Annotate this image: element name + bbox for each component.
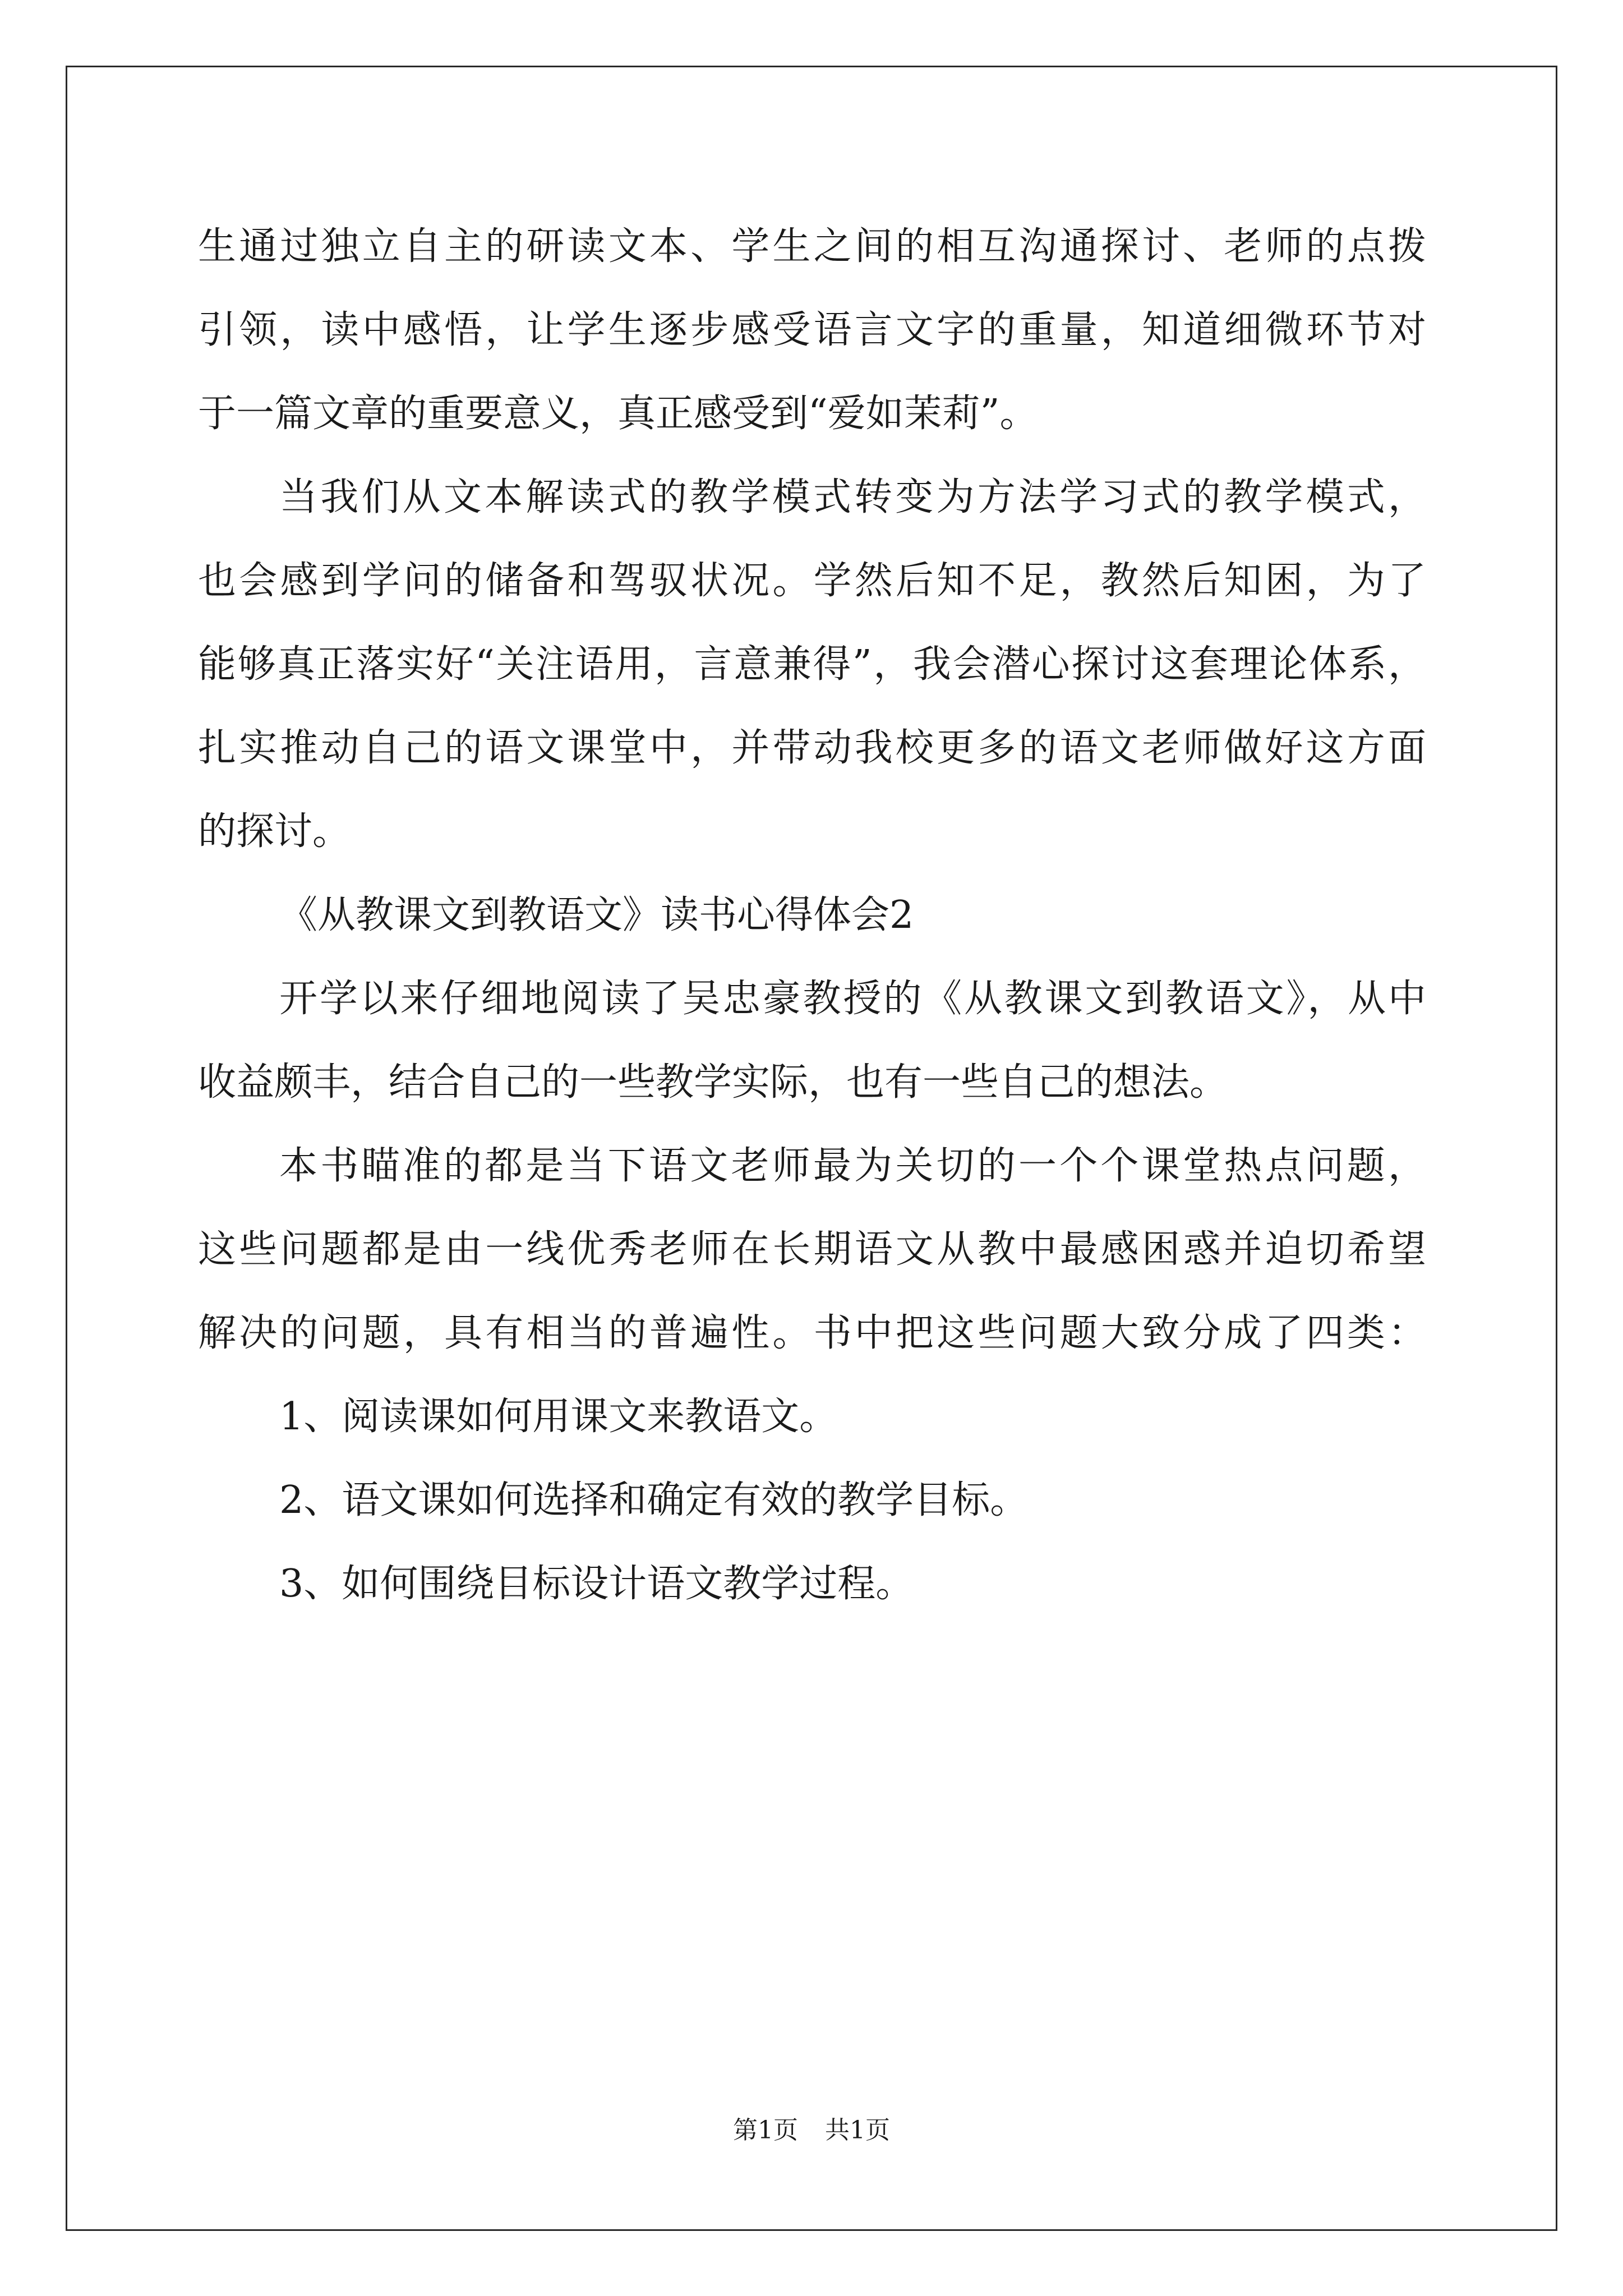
list-item: 3、如何围绕目标设计语文教学过程。 (279, 1562, 914, 1606)
text-line: 解决的问题，具有相当的普遍性。书中把这些问题大致分成了四类： (198, 1311, 1426, 1355)
text-line: 引领，读中感悟，让学生逐步感受语言文字的重量，知道细微环节对 (198, 308, 1426, 352)
page-number: 第1页 (733, 2116, 798, 2145)
text-line: 也会感到学问的储备和驾驭状况。学然后知不足，教然后知困，为了 (198, 559, 1426, 603)
text-line: 生通过独立自主的研读文本、学生之间的相互沟通探讨、老师的点拨 (198, 224, 1426, 269)
section-heading: 《从教课文到教语文》读书心得体会2 (279, 893, 914, 937)
page-total: 共1页 (825, 2116, 890, 2145)
text-line: 的探讨。 (198, 809, 351, 854)
page-footer (0, 2114, 1623, 2147)
text-line: 这些问题都是由一线优秀老师在长期语文从教中最感困惑并迫切希望 (198, 1227, 1426, 1272)
text-line: 于一篇文章的重要意义，真正感受到“爱如茉莉”。 (198, 392, 1038, 436)
list-item: 1、阅读课如何用课文来教语文。 (279, 1395, 838, 1439)
document-body (198, 205, 1426, 1626)
text-line: 当我们从文本解读式的教学模式转变为方法学习式的教学模式， (279, 475, 1426, 519)
list-item: 2、语文课如何选择和确定有效的教学目标。 (279, 1478, 1029, 1522)
text-line: 扎实推动自己的语文课堂中，并带动我校更多的语文老师做好这方面 (198, 726, 1426, 770)
text-line: 开学以来仔细地阅读了吴忠豪教授的《从教课文到教语文》，从中 (279, 977, 1426, 1021)
text-line: 收益颇丰，结合自己的一些教学实际，也有一些自己的想法。 (198, 1060, 1228, 1105)
text-line: 本书瞄准的都是当下语文老师最为关切的一个个课堂热点问题， (279, 1144, 1426, 1188)
text-line: 能够真正落实好“关注语用，言意兼得”，我会潜心探讨这套理论体系， (198, 642, 1426, 687)
